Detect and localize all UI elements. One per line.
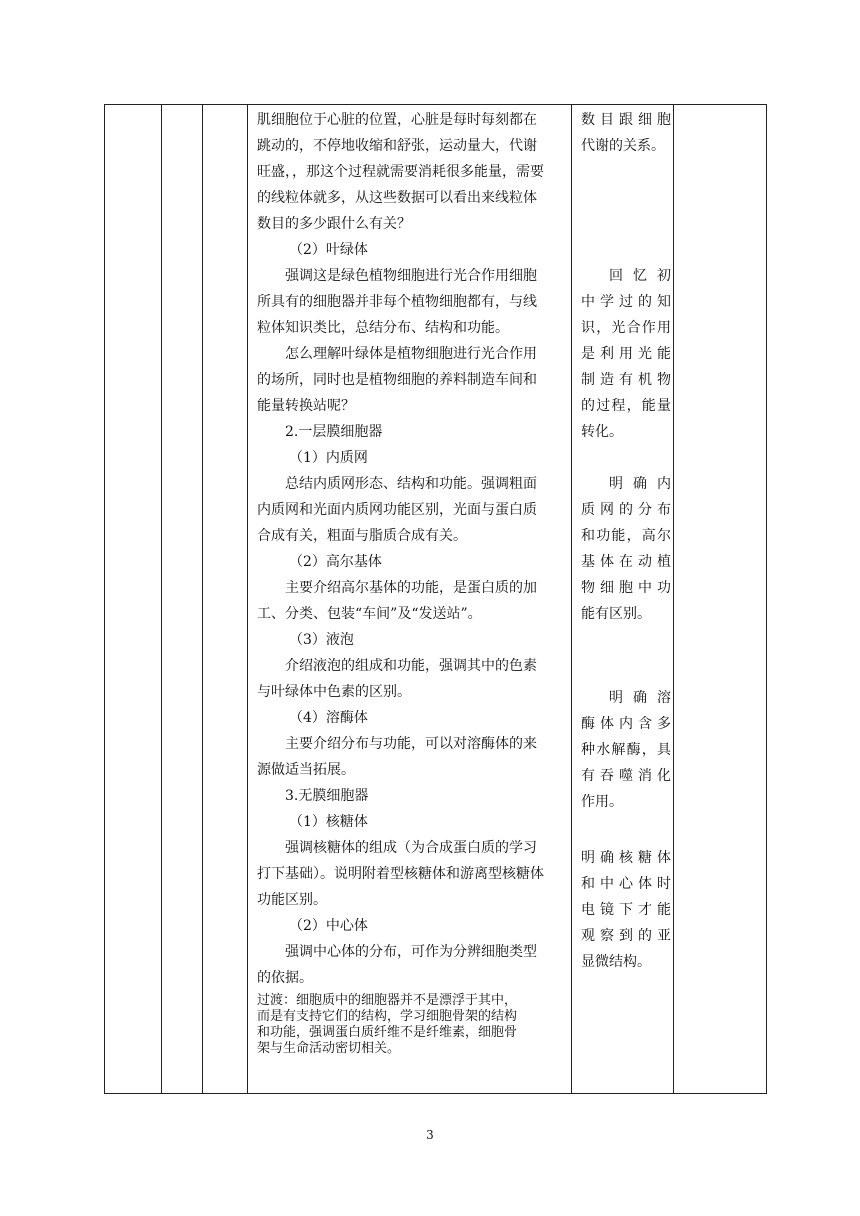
text-line: 旺盛，，那这个过程就需要消耗很多能量，需要 <box>257 164 544 180</box>
text-line: 怎么理解叶绿体是植物细胞进行光合作用 <box>285 346 537 362</box>
note-line: 数目跟细胞 <box>581 112 671 128</box>
section-heading: （2）中心体 <box>289 918 368 934</box>
note-line: 质网的分布 <box>581 502 671 518</box>
section-heading: （2）高尔基体 <box>289 554 382 570</box>
note-line: 回忆初 <box>609 268 671 284</box>
note-line: 观察到的亚 <box>581 928 671 944</box>
transition-paragraph <box>257 993 563 1057</box>
note-line: 明确核糖体 <box>581 850 671 866</box>
column-divider <box>161 105 162 1093</box>
note-line: 和功能，高尔 <box>581 528 671 544</box>
note-line: 物细胞中功 <box>581 580 671 596</box>
page-number: 3 <box>426 1128 434 1142</box>
note-line: 能有区别。 <box>581 606 651 622</box>
transition-line: 过渡：细胞质中的细胞器并不是漂浮于其中， <box>257 993 518 1008</box>
section-heading: （3）液泡 <box>289 632 354 648</box>
text-line: 强调核糖体的组成（为合成蛋白质的学习 <box>285 840 537 856</box>
note-line: 作用。 <box>581 794 623 810</box>
note-line: 基体在动植 <box>581 554 671 570</box>
column-divider <box>673 105 674 1093</box>
text-line: 强调中心体的分布，可作为分辨细胞类型 <box>285 944 537 960</box>
text-line: 打下基础）。说明附着型核糖体和游离型核糖体 <box>257 866 544 882</box>
text-line: 主要介绍高尔基体的功能，是蛋白质的加 <box>285 580 537 596</box>
note-line: 制造有机物 <box>581 372 671 388</box>
text-line: 功能区别。 <box>257 892 327 908</box>
note-line: 种水解酶，具 <box>581 742 671 758</box>
column-divider <box>571 105 572 1093</box>
note-line: 识，光合作用 <box>581 320 671 336</box>
section-heading: （1）内质网 <box>289 450 368 466</box>
note-chloroplast <box>581 263 671 445</box>
section-heading: 2.一层膜细胞器 <box>285 424 383 440</box>
note-line: 电镜下才能 <box>581 902 671 918</box>
note-line: 显微结构。 <box>581 954 651 970</box>
text-line: 工、分类、包装“车间”及“发送站”。 <box>257 606 482 622</box>
text-line: 数目的多少跟什么有关？ <box>257 216 411 232</box>
text-line: 跳动的，不停地收缩和舒张，运动量大，代谢 <box>257 138 537 154</box>
transition-line: 而是有支持它们的结构，学习细胞骨架的结构 <box>257 1009 518 1024</box>
text-line: 源做适当拓展。 <box>257 762 355 778</box>
text-line: 主要介绍分布与功能，可以对溶酶体的来 <box>285 736 537 752</box>
section-heading: （4）溶酶体 <box>289 710 368 726</box>
text-line: 介绍液泡的组成和功能，强调其中的色素 <box>285 658 537 674</box>
text-line: 能量转换站呢？ <box>257 398 355 414</box>
note-er-golgi <box>581 471 671 627</box>
note-lysosome <box>581 685 671 815</box>
note-line: 转化。 <box>581 424 623 440</box>
text-line: 的场所，同时也是植物细胞的养料制造车间和 <box>257 372 537 388</box>
text-line: 与叶绿体中色素的区别。 <box>257 684 411 700</box>
note-line: 酶体内含多 <box>581 716 671 732</box>
text-line: 肌细胞位于心脏的位置，心脏是每时每刻都在 <box>257 112 537 128</box>
note-line: 明确溶 <box>609 690 671 706</box>
teaching-process-cell <box>257 107 563 1057</box>
text-line: 内质网和光面内质网功能区别，光面与蛋白质 <box>257 502 537 518</box>
text-line: 强调这是绿色植物细胞进行光合作用细胞 <box>285 268 537 284</box>
note-line: 明确内 <box>609 476 671 492</box>
note-line: 是利用光能 <box>581 346 671 362</box>
text-line: 粒体知识类比，总结分布、结构和功能。 <box>257 320 509 336</box>
text-line: 合成有关，粗面与脂质合成有关。 <box>257 528 467 544</box>
note-line: 有吞噬消化 <box>581 768 671 784</box>
lesson-table <box>104 104 767 1094</box>
note-line: 中学过的知 <box>581 294 671 310</box>
transition-line: 和功能，强调蛋白质纤维不是纤维素，细胞骨 <box>257 1025 518 1040</box>
section-heading: 3.无膜细胞器 <box>285 788 369 804</box>
note-line: 的过程，能量 <box>581 398 671 414</box>
text-line: 的线粒体就多，从这些数据可以看出来线粒体 <box>257 190 537 206</box>
note-line: 代谢的关系。 <box>581 138 665 154</box>
note-mitochondria <box>581 107 671 159</box>
text-line: 的依据。 <box>257 970 313 986</box>
column-divider <box>247 105 248 1093</box>
transition-line: 架与生命活动密切相关。 <box>257 1041 401 1056</box>
section-heading: （1）核糖体 <box>289 814 368 830</box>
text-line: 总结内质网形态、结构和功能。强调粗面 <box>285 476 537 492</box>
note-line: 和中心体时 <box>581 876 671 892</box>
section-heading: （2）叶绿体 <box>289 242 368 258</box>
note-ribosome-centrosome <box>581 845 671 975</box>
text-line: 所具有的细胞器并非每个植物细胞都有，与线 <box>257 294 537 310</box>
column-divider <box>202 105 203 1093</box>
